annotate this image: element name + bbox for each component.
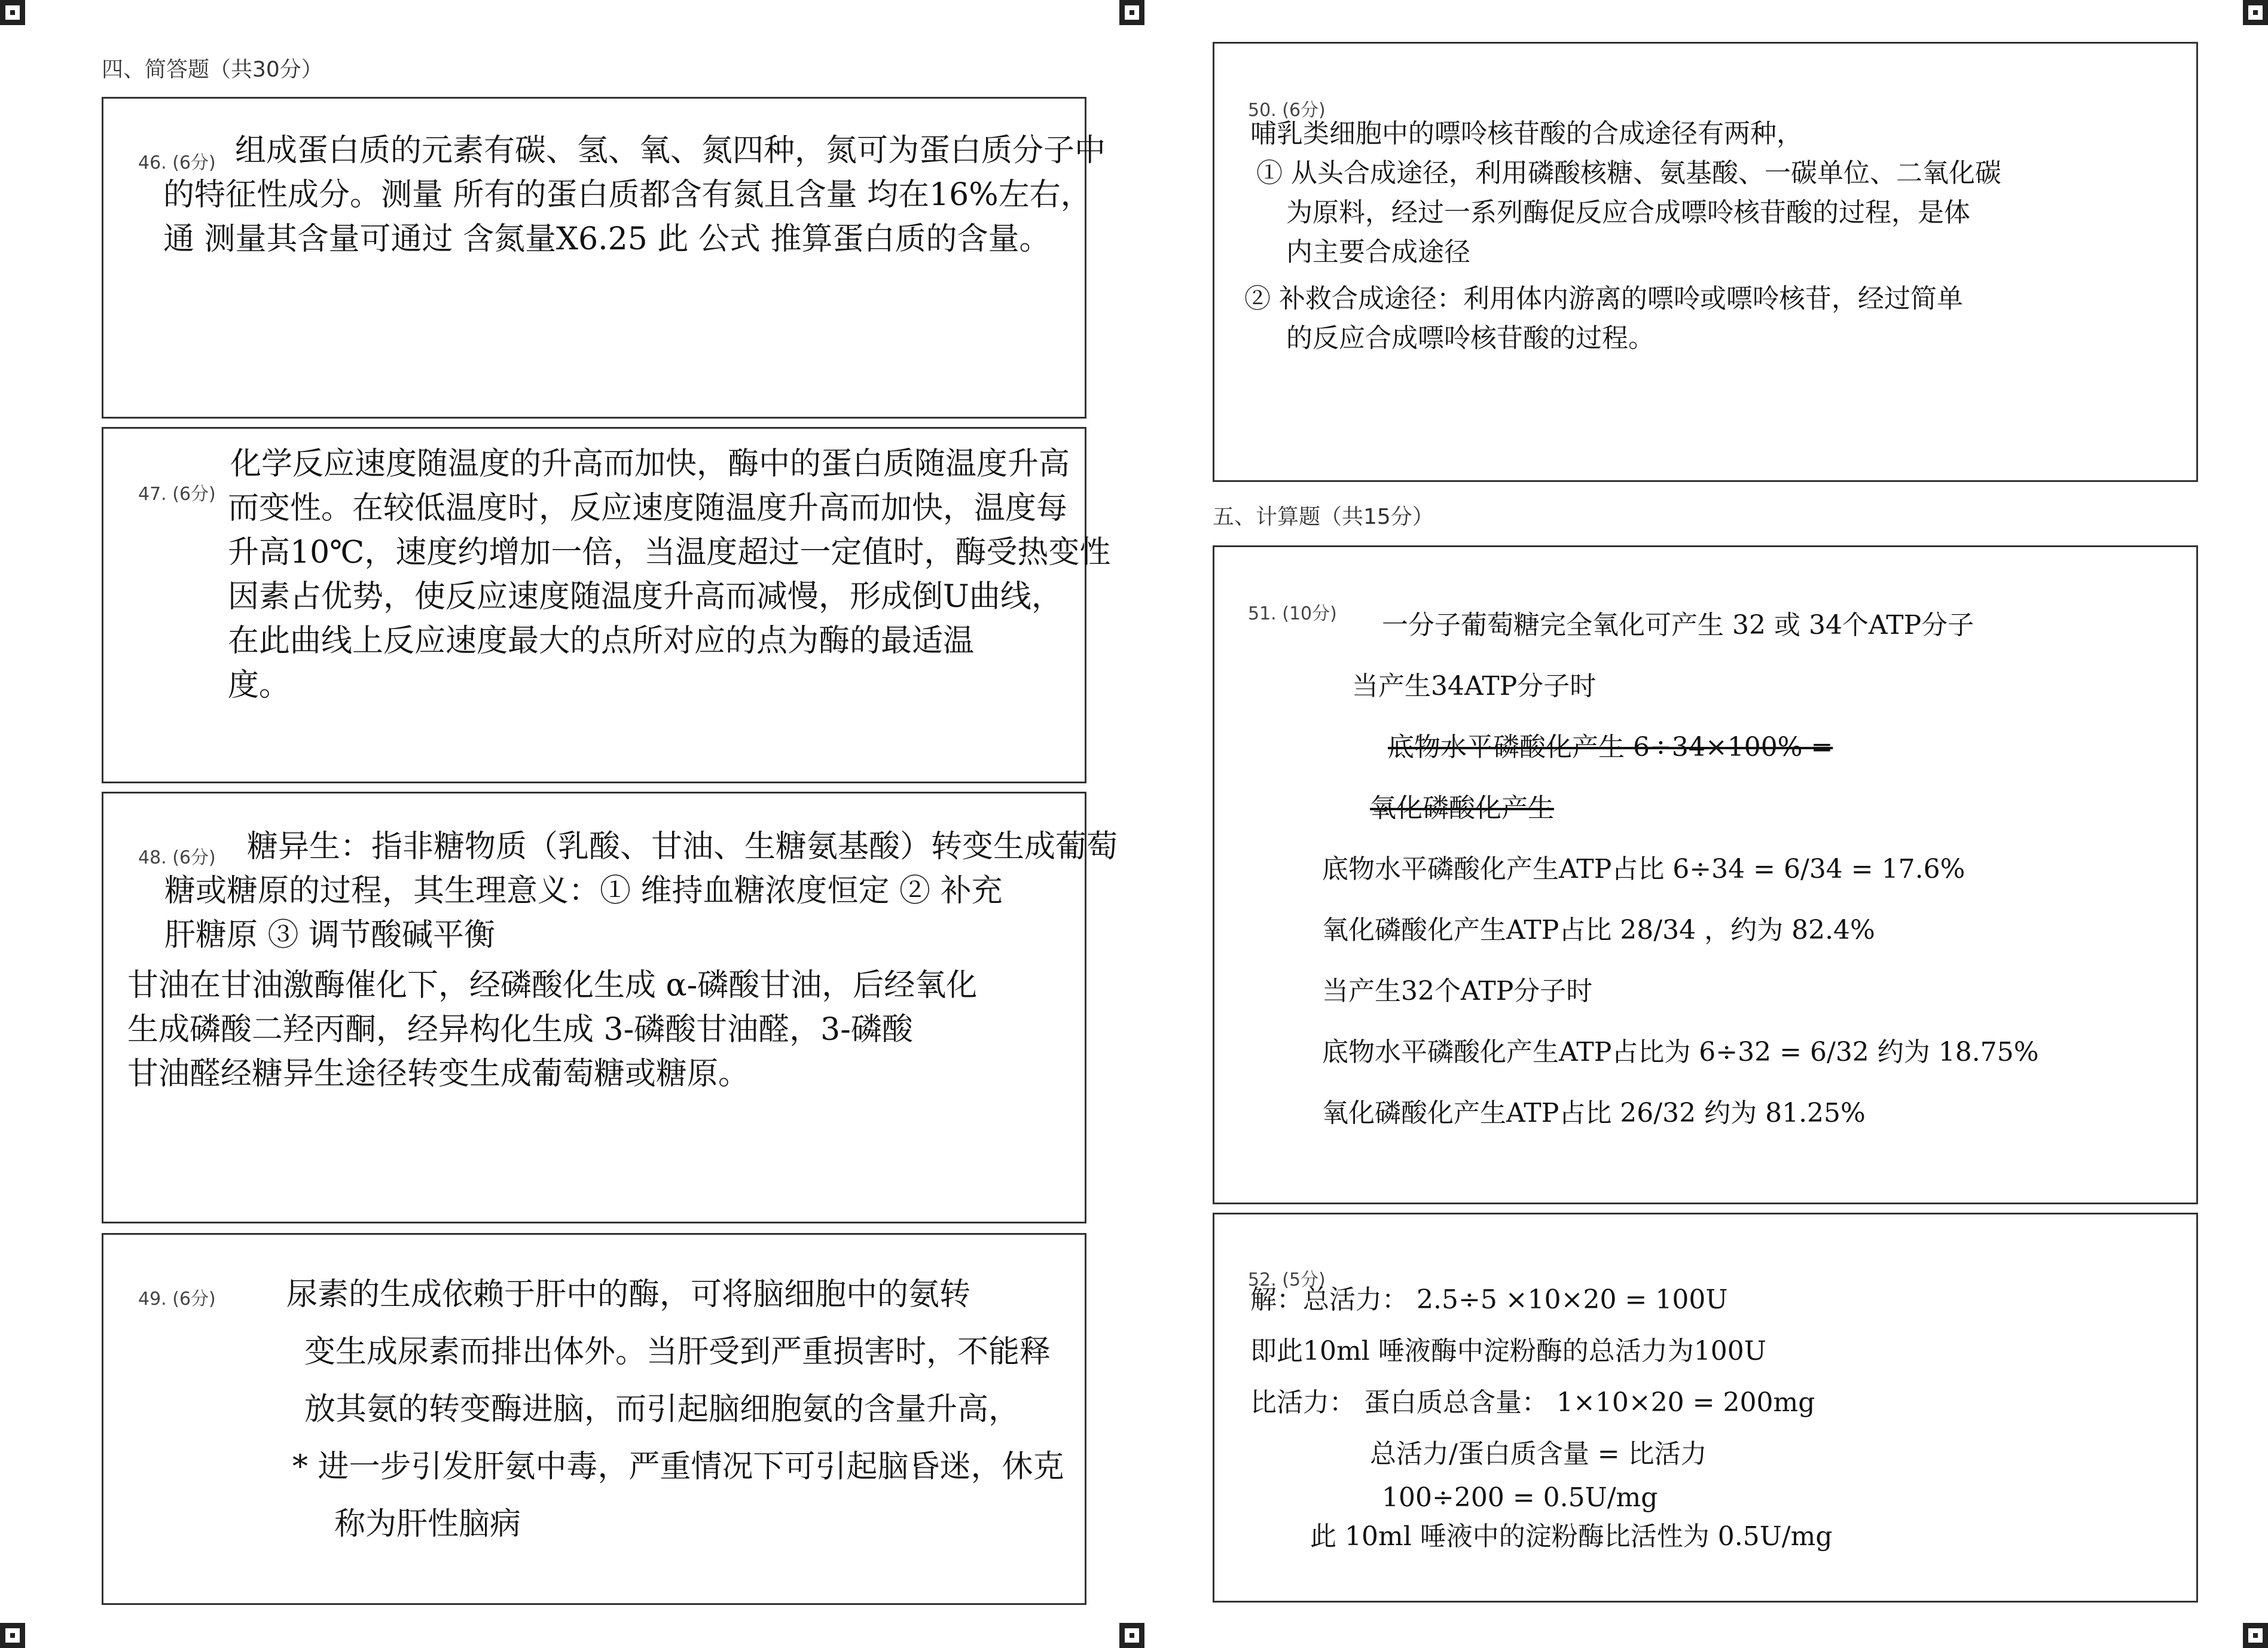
answer-line: 甘油醛经糖异生途径转变生成葡萄糖或糖原。 [127, 1056, 750, 1092]
handwritten-answer [1250, 1274, 1833, 1558]
question-label: 50. (6分) [1248, 100, 1326, 121]
answer-line: 氧化磷酸化产生ATP占比 26/32 约为 81.25% [1322, 1098, 1866, 1128]
answer-line: 尿素的生成依赖于肝中的酶，可将脑细胞中的氨转 [286, 1277, 971, 1313]
answer-line: 的反应合成嘌呤核苷酸的过程。 [1286, 323, 1655, 353]
question-label: 47. (6分) [138, 484, 216, 505]
answer-line: 解：总活力： 2.5÷5 ×10×20 = 100U [1250, 1284, 1728, 1315]
answer-line: ② 补救合成途径：利用体内游离的嘌呤或嘌呤核苷，经过简单 [1244, 283, 1963, 314]
answer-line: 底物水平磷酸化产生ATP占比 6÷34 = 6/34 = 17.6% [1322, 854, 1965, 884]
answer-line: 度。 [228, 667, 291, 703]
answer-line: 肝糖原 ③ 调节酸碱平衡 [164, 917, 496, 953]
corner-marker-top-left [0, 0, 25, 25]
question-label: 51. (10分) [1248, 603, 1337, 624]
corner-marker-top-center [1119, 0, 1144, 25]
answer-line: 氧化磷酸化产生ATP占比 28/34 ，约为 82.4% [1322, 915, 1875, 945]
answer-box-q50 [1213, 42, 2198, 482]
answer-line: 因素占优势，使反应速度随温度升高而减慢，形成倒U曲线， [228, 579, 1063, 615]
answer-line: 哺乳类细胞中的嘌呤核苷酸的合成途径有两种， [1250, 118, 1803, 149]
answer-line: 升高10℃，速度约增加一倍，当温度超过一定值时，酶受热变性 [228, 535, 1111, 570]
answer-box-q47 [102, 427, 1111, 783]
corner-marker-bottom-center [1119, 1623, 1144, 1648]
answer-line: 当产生34ATP分子时 [1352, 671, 1597, 701]
answer-box-q49 [102, 1233, 1086, 1605]
answer-line: 放其氨的转变酶进脑，而引起脑细胞氨的含量升高， [304, 1391, 1020, 1427]
answer-box-q46 [102, 97, 1106, 419]
answer-box-q51 [1213, 545, 2198, 1204]
answer-line: 为原料，经过一系列酶促反应合成嘌呤核苷酸的过程，是体 [1286, 197, 1970, 228]
handwritten-answer [239, 1266, 1064, 1553]
section-title-short-answer: 四、简答题（共30分） [102, 57, 323, 82]
question-label: 52. (5分) [1248, 1269, 1326, 1290]
answer-line: 称为肝性脑病 [334, 1506, 521, 1542]
answer-line: * 进一步引发肝氨中毒，严重情况下可引起脑昏迷，休克 [292, 1449, 1064, 1485]
answer-line: ① 从头合成途径，利用磷酸核糖、氨基酸、一碳单位、二氧化碳 [1256, 158, 2001, 188]
answer-line: 甘油在甘油激酶催化下，经磷酸化生成 α-磷酸甘油，后经氧化 [127, 968, 978, 1003]
answer-line: 化学反应速度随温度的升高而加快，酶中的蛋白质随温度升高 [230, 446, 1070, 482]
answer-line: 组成蛋白质的元素有碳、氢、氧、氮四种，氮可为蛋白质分子中 [235, 133, 1106, 169]
answer-box-q48 [102, 792, 1118, 1223]
answer-line: 糖或糖原的过程，其生理意义：① 维持血糖浓度恒定 ② 补充 [164, 873, 1003, 909]
answer-line: 100÷200 = 0.5U/mg [1382, 1482, 1658, 1513]
answer-line: 总活力/蛋白质含量 = 比活力 [1370, 1439, 1707, 1469]
corner-marker-bottom-left [0, 1623, 25, 1648]
answer-line: 比活力： 蛋白质总含量： 1×10×20 = 200mg [1250, 1387, 1815, 1418]
question-label: 48. (6分) [138, 847, 216, 868]
answer-line: 即此10ml 唾液酶中淀粉酶的总活力为100U [1250, 1336, 1766, 1366]
answer-line: 在此曲线上反应速度最大的点所对应的点为酶的最适温 [228, 623, 975, 659]
handwritten-answer [127, 825, 1118, 1096]
answer-line: 此 10ml 唾液中的淀粉酶比活性为 0.5U/mg [1310, 1521, 1833, 1552]
handwritten-answer [1244, 114, 2001, 358]
answer-line: 通 测量其含量可通过 含氮量X6.25 此 公式 推算蛋白质的含量。 [163, 221, 1051, 257]
question-label: 49. (6分) [138, 1289, 216, 1310]
answer-line: 变生成尿素而排出体外。当肝受到严重损害时，不能释 [304, 1334, 1051, 1370]
answer-line: 底物水平磷酸化产生ATP占比为 6÷32 = 6/32 约为 18.75% [1322, 1037, 2039, 1067]
answer-line-crossed-out: 底物水平磷酸化产生 6÷34×100% = [1388, 732, 1833, 762]
answer-box-q52 [1213, 1213, 2198, 1603]
corner-marker-bottom-right [2243, 1623, 2268, 1648]
answer-line: 当产生32个ATP分子时 [1322, 976, 1593, 1006]
answer-line: 内主要合成途径 [1286, 237, 1470, 267]
corner-marker-top-right [2243, 0, 2268, 25]
section-title-calculation: 五、计算题（共15分） [1213, 505, 1434, 529]
answer-line: 生成磷酸二羟丙酮，经异构化生成 3-磷酸甘油醛，3-磷酸 [127, 1012, 913, 1048]
handwritten-answer [230, 442, 1110, 707]
answer-line-crossed-out: 氧化磷酸化产生 [1370, 793, 1554, 823]
question-label: 46. (6分) [138, 152, 216, 173]
answer-line: 的特征性成分。测量 所有的蛋白质都含有氮且含量 均在16%左右， [163, 177, 1092, 213]
answer-line: 一分子葡萄糖完全氧化可产生 32 或 34个ATP分子 [1382, 610, 1974, 640]
handwritten-answer [1250, 595, 2039, 1144]
answer-line: 糖异生：指非糖物质（乳酸、甘油、生糖氨基酸）转变生成葡萄 [247, 829, 1118, 865]
answer-line: 而变性。在较低温度时，反应速度随温度升高而加快，温度每 [228, 490, 1068, 526]
